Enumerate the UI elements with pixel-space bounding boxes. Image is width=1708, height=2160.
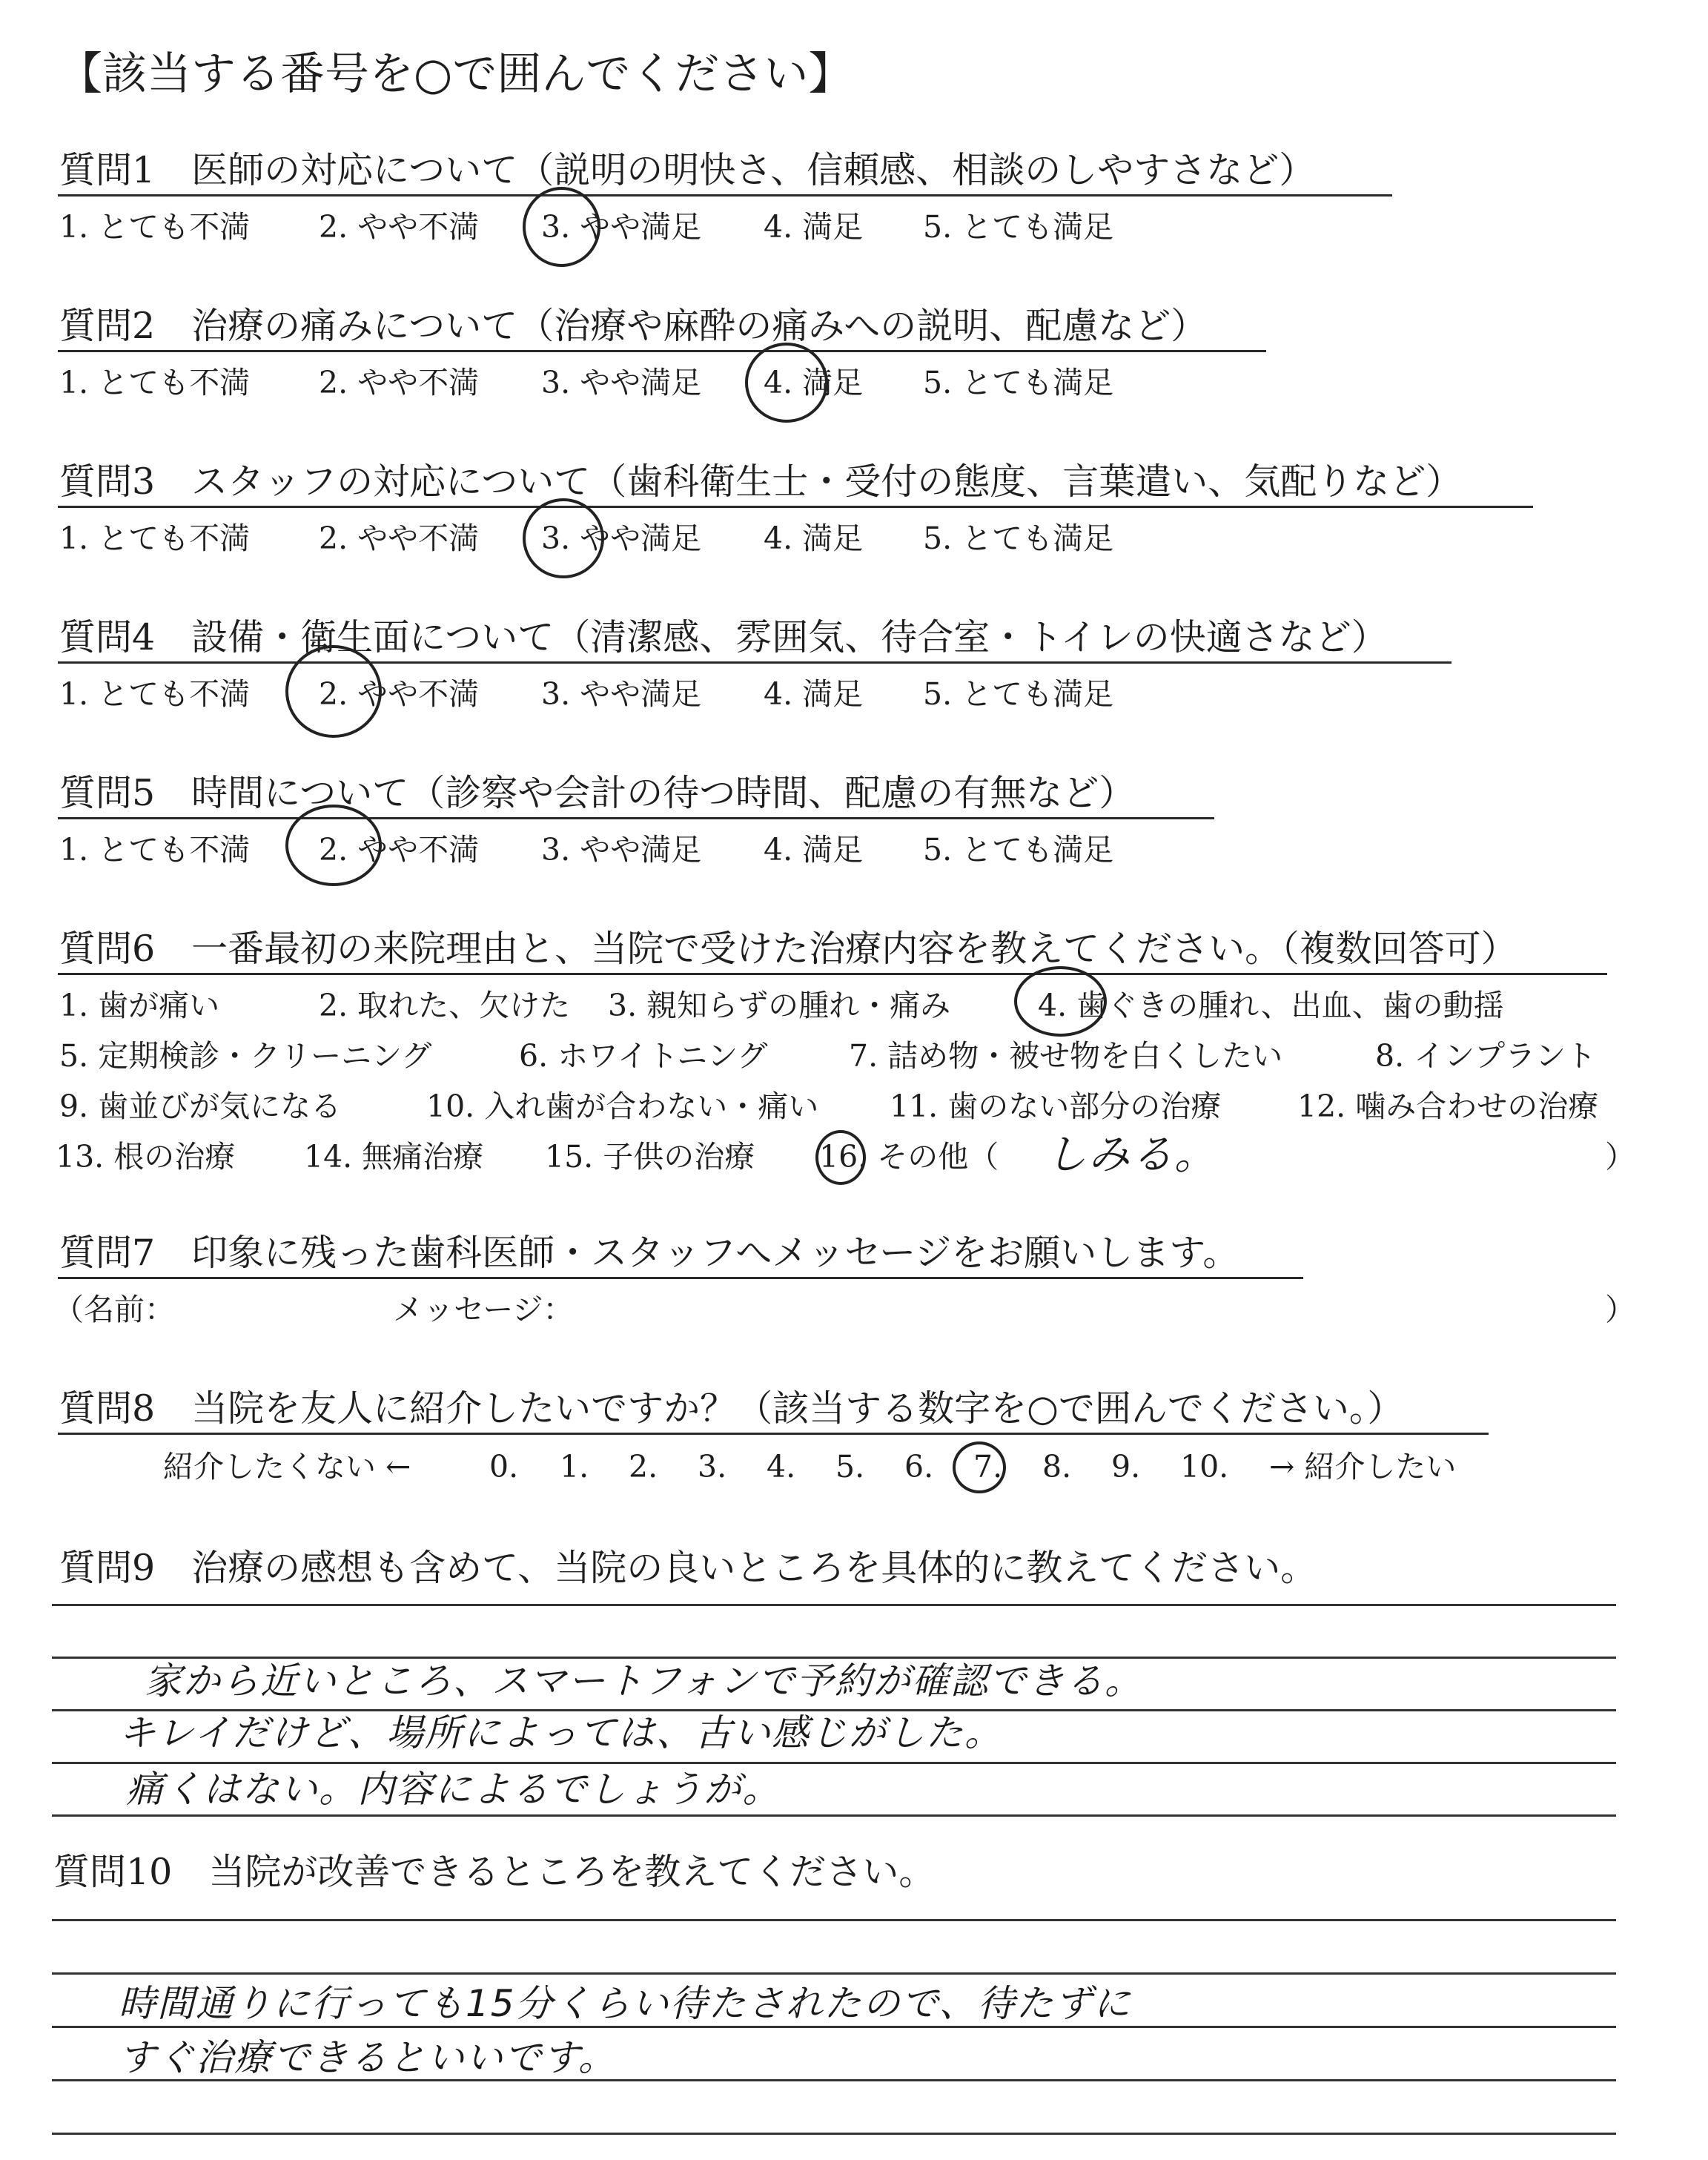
question-3-title: 質問3 スタッフの対応について（歯科衛生士・受付の態度、言葉遣い、気配りなど） bbox=[59, 460, 1463, 503]
q6-option-9[interactable]: 9. 歯並びが気になる bbox=[59, 1089, 342, 1124]
q9-answer-line-4 bbox=[52, 1762, 1616, 1764]
q6-other-close-paren: ） bbox=[1605, 1139, 1635, 1175]
q10-handwritten-answer-2: すぐ治療できるといいです。 bbox=[119, 2036, 617, 2079]
question-1-title: 質問1 医師の対応について（説明の明快さ、信頼感、相談のしやすさなど） bbox=[59, 149, 1316, 191]
question-4-title: 質問4 設備・衛生面について（清潔感、雰囲気、待合室・トイレの快適さなど） bbox=[59, 616, 1388, 658]
question-2-underline bbox=[58, 350, 1266, 352]
q9-answer-line-5 bbox=[52, 1814, 1616, 1817]
question-6-underline bbox=[58, 973, 1607, 975]
q6-option-15[interactable]: 15. 子供の治療 bbox=[545, 1139, 755, 1175]
q7-close-paren: ） bbox=[1605, 1292, 1635, 1327]
question-7-underline bbox=[58, 1277, 1303, 1279]
q2-option-5[interactable]: 5. とても満足 bbox=[923, 365, 1114, 400]
q3-option-4[interactable]: 4. 満足 bbox=[764, 521, 864, 556]
q10-answer-line-1 bbox=[52, 1919, 1616, 1921]
q3-selection-circle bbox=[523, 498, 604, 578]
q6-option-7[interactable]: 7. 詰め物・被せ物を白くしたい bbox=[849, 1038, 1283, 1074]
q8-option-8[interactable]: 8. bbox=[1042, 1449, 1072, 1484]
q3-option-1[interactable]: 1. とても不満 bbox=[59, 521, 251, 556]
q9-handwritten-answer-2: キレイだけど、場所によっては、古い感じがした。 bbox=[119, 1711, 1003, 1754]
q2-option-2[interactable]: 2. やや不満 bbox=[319, 365, 480, 400]
q8-option-1[interactable]: 1. bbox=[560, 1449, 589, 1484]
q8-option-0[interactable]: 0. bbox=[489, 1449, 519, 1484]
q6-option-5[interactable]: 5. 定期検診・クリーニング bbox=[59, 1038, 432, 1074]
question-7-title: 質問7 印象に残った歯科医師・スタッフへメッセージをお願いします。 bbox=[59, 1232, 1239, 1274]
q3-option-3[interactable]: 3. やや満足 bbox=[541, 521, 702, 556]
q8-option-3[interactable]: 3. bbox=[698, 1449, 727, 1484]
q6-other-answer: しみる。 bbox=[1045, 1131, 1217, 1179]
q5-option-5[interactable]: 5. とても満足 bbox=[923, 832, 1114, 868]
q6-option-10[interactable]: 10. 入れ歯が合わない・痛い bbox=[426, 1089, 819, 1124]
q2-option-4[interactable]: 4. 満足 bbox=[764, 365, 864, 400]
q1-option-3[interactable]: 3. やや満足 bbox=[541, 209, 702, 245]
q5-option-3[interactable]: 3. やや満足 bbox=[541, 832, 702, 868]
question-10-title: 質問10 当院が改善できるところを教えてください。 bbox=[53, 1851, 936, 1893]
q10-answer-line-2 bbox=[52, 1972, 1616, 1975]
q6-option-13[interactable]: 13. 根の治療 bbox=[56, 1139, 236, 1175]
q8-option-10[interactable]: 10. bbox=[1180, 1449, 1229, 1484]
question-3-underline bbox=[58, 506, 1533, 508]
q2-selection-circle bbox=[745, 343, 828, 423]
question-8-title: 質問8 当院を友人に紹介したいですか？（該当する数字を○で囲んでください。） bbox=[59, 1387, 1404, 1430]
q3-option-5[interactable]: 5. とても満足 bbox=[923, 521, 1114, 556]
q4-option-3[interactable]: 3. やや満足 bbox=[541, 676, 702, 712]
q6-option-1[interactable]: 1. 歯が痛い bbox=[59, 988, 220, 1023]
q9-handwritten-answer-1: 家から近いところ、スマートフォンで予約が確認できる。 bbox=[145, 1659, 1143, 1702]
q6-option-2[interactable]: 2. 取れた、欠けた bbox=[319, 988, 571, 1023]
q10-answer-line-4 bbox=[52, 2079, 1616, 2081]
q8-option-5[interactable]: 5. bbox=[835, 1449, 865, 1484]
q8-left-label: 紹介したくない ← bbox=[163, 1449, 411, 1484]
q7-message-label: メッセージ： bbox=[393, 1292, 574, 1327]
q2-option-3[interactable]: 3. やや満足 bbox=[541, 365, 702, 400]
q2-option-1[interactable]: 1. とても不満 bbox=[59, 365, 251, 400]
q5-option-1[interactable]: 1. とても不満 bbox=[59, 832, 251, 868]
q4-option-5[interactable]: 5. とても満足 bbox=[923, 676, 1114, 712]
q9-handwritten-answer-3: 痛くはない。内容によるでしょうが。 bbox=[126, 1768, 781, 1811]
q6-option-11[interactable]: 11. 歯のない部分の治療 bbox=[890, 1089, 1222, 1124]
instruction-header: 【該当する番号を○で囲んでください】 bbox=[58, 48, 853, 100]
q6-option-4[interactable]: 4. 歯ぐきの腫れ、出血、歯の動揺 bbox=[1038, 988, 1504, 1023]
q8-option-2[interactable]: 2. bbox=[629, 1449, 658, 1484]
q1-option-1[interactable]: 1. とても不満 bbox=[59, 209, 251, 245]
q8-option-6[interactable]: 6. bbox=[904, 1449, 934, 1484]
q1-selection-circle bbox=[523, 187, 600, 267]
q10-handwritten-answer-1: 時間通りに行っても15分くらい待たされたので、待たずに bbox=[119, 1982, 1132, 2025]
q4-option-2[interactable]: 2. やや不満 bbox=[319, 676, 480, 712]
q8-option-7[interactable]: 7. bbox=[973, 1449, 1003, 1484]
q6-selection-circle-4 bbox=[1014, 966, 1107, 1037]
q9-answer-line-2 bbox=[52, 1657, 1616, 1659]
question-5-title: 質問5 時間について（診察や会計の待つ時間、配慮の有無など） bbox=[59, 772, 1136, 814]
q6-option-3[interactable]: 3. 親知らずの腫れ・痛み bbox=[608, 988, 951, 1023]
q10-answer-line-3 bbox=[52, 2026, 1616, 2028]
q10-answer-line-5 bbox=[52, 2133, 1616, 2135]
q3-option-2[interactable]: 2. やや不満 bbox=[319, 521, 480, 556]
q8-selection-circle bbox=[953, 1441, 1006, 1493]
question-8-underline bbox=[58, 1433, 1489, 1435]
q5-option-4[interactable]: 4. 満足 bbox=[764, 832, 864, 868]
q1-option-5[interactable]: 5. とても満足 bbox=[923, 209, 1114, 245]
q5-selection-circle bbox=[285, 805, 382, 886]
q8-option-9[interactable]: 9. bbox=[1111, 1449, 1141, 1484]
q4-selection-circle bbox=[285, 645, 382, 738]
q8-option-4[interactable]: 4. bbox=[767, 1449, 796, 1484]
q5-option-2[interactable]: 2. やや不満 bbox=[319, 832, 480, 868]
question-9-title: 質問9 治療の感想も含めて、当院の良いところを具体的に教えてください。 bbox=[59, 1547, 1317, 1589]
question-1-underline bbox=[58, 194, 1392, 196]
q6-option-14[interactable]: 14. 無痛治療 bbox=[304, 1139, 484, 1175]
question-6-title: 質問6 一番最初の来院理由と、当院で受けた治療内容を教えてください。（複数回答可） bbox=[59, 928, 1517, 970]
q8-right-label: → 紹介したい bbox=[1269, 1449, 1457, 1484]
q4-option-1[interactable]: 1. とても不満 bbox=[59, 676, 251, 712]
q6-selection-circle-16 bbox=[815, 1130, 866, 1185]
q9-answer-line-1 bbox=[52, 1604, 1616, 1606]
q6-option-8[interactable]: 8. インプラント bbox=[1375, 1038, 1597, 1074]
q1-option-2[interactable]: 2. やや不満 bbox=[319, 209, 480, 245]
question-4-underline bbox=[58, 661, 1452, 664]
q6-option-16[interactable]: 16. その他（ bbox=[819, 1139, 999, 1175]
q7-name-label: （名前： bbox=[53, 1292, 175, 1327]
question-5-underline bbox=[58, 817, 1214, 819]
q1-option-4[interactable]: 4. 満足 bbox=[764, 209, 864, 245]
q4-option-4[interactable]: 4. 満足 bbox=[764, 676, 864, 712]
question-2-title: 質問2 治療の痛みについて（治療や麻酔の痛みへの説明、配慮など） bbox=[59, 305, 1208, 347]
q6-option-12[interactable]: 12. 噛み合わせの治療 bbox=[1297, 1089, 1599, 1124]
q6-option-6[interactable]: 6. ホワイトニング bbox=[519, 1038, 768, 1074]
